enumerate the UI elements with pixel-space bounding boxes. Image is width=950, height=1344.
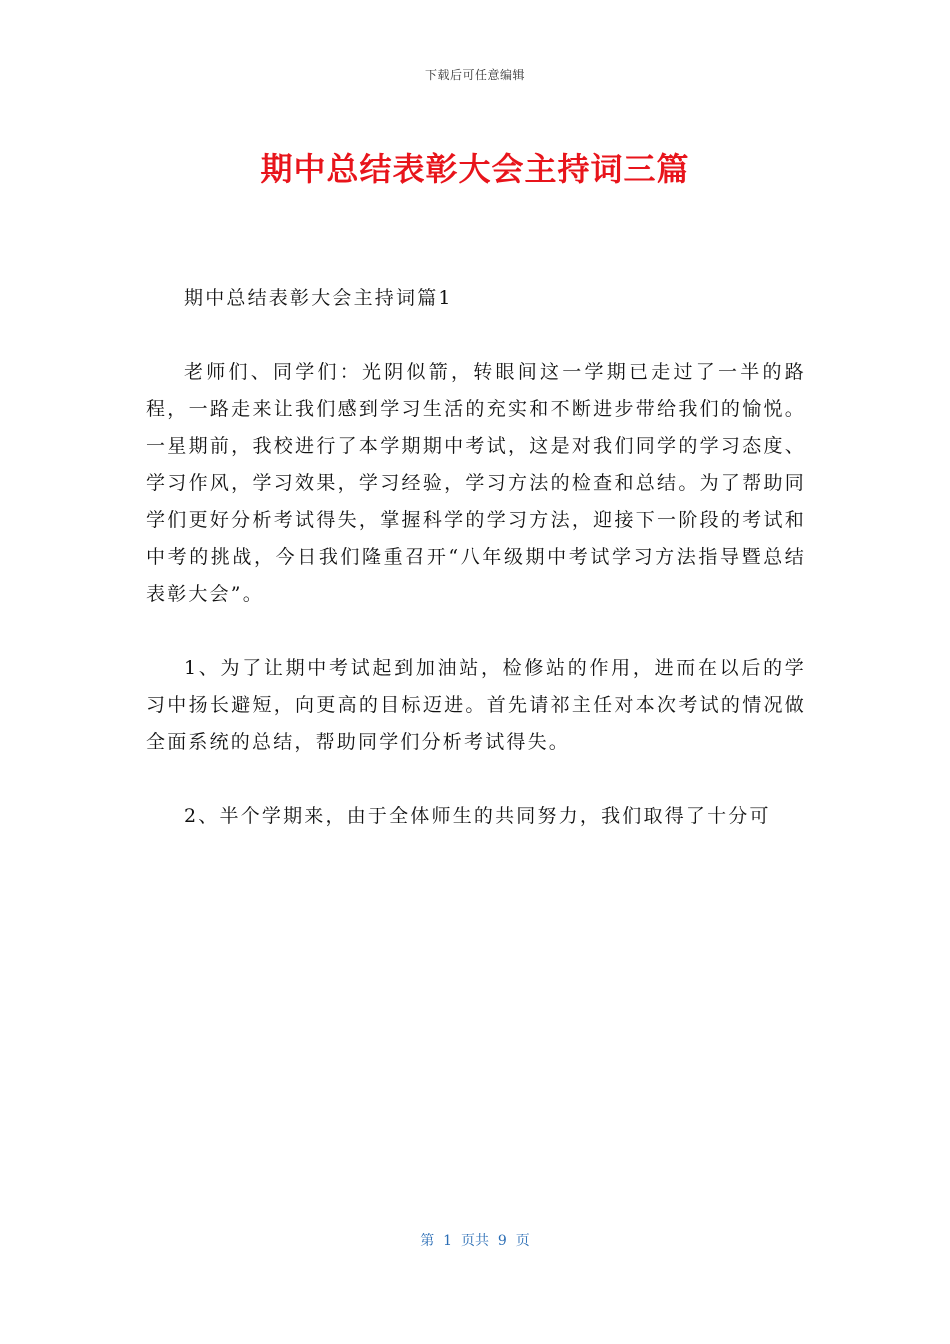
document-title: 期中总结表彰大会主持词三篇 [260, 150, 690, 188]
body-paragraph: 2、半个学期来，由于全体师生的共同努力，我们取得了十分可 [184, 805, 771, 827]
section-heading: 期中总结表彰大会主持词篇1 [184, 287, 453, 309]
body-paragraph: 1、为了让期中考试起到加油站，检修站的作用，进而在以后的学习中扬长避短，向更高的目标迈进。首先请祁主任对本次考试的情况做全面系统的总结，帮助同学们分析考试得失。 [146, 657, 806, 753]
body-paragraph: 老师们、同学们：光阴似箭，转眼间这一学期已走过了一半的路程，一路走来让我们感到学习生活的充实和不断进步带给我们的愉悦。一星期前，我校进行了本学期期中考试，这是对我们同学的学习态度、学习作风，学习效果，学习经验，学习方法的检查和总结。为了帮助同学们更好分析考试得失，掌握科学的学习方法，迎接下一阶段的考试和中考的挑战，今日我们隆重召开“八年级期中考试学习方法指导暨总结表彰大会”。 [146, 361, 806, 605]
page-header-note: 下载后可任意编辑 [424, 68, 525, 82]
page-number-footer: 第 1 页共 9 页 [420, 1233, 530, 1249]
document-body [146, 280, 806, 872]
